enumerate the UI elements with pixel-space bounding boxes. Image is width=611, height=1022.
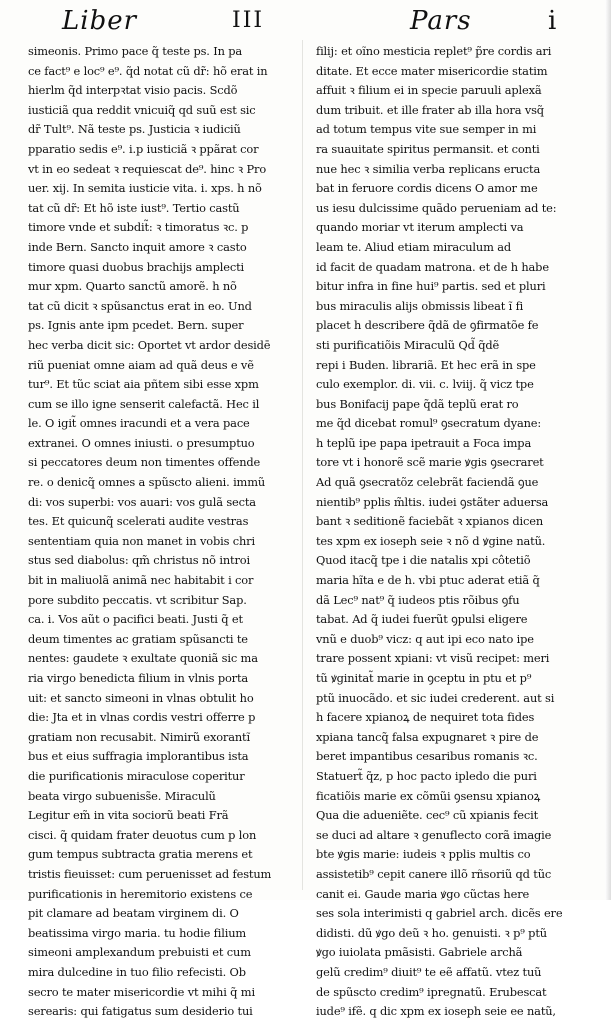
text-line: timore vnde et subdit̃: ꝛ timoratus ꝛc. p <box>28 220 249 235</box>
text-line: die: Jta et in vlnas cordis vestri offerre p <box>28 710 256 725</box>
text-line: bus Bonifacij pape q̃dã teplũ erat ro <box>316 396 519 411</box>
text-line: bit in maliuolã animã nec habitabit i cor <box>28 573 254 588</box>
text-line: xpiana tancq̃ falsa expugnaret ꝛ pire de <box>316 729 539 744</box>
text-line: ꝟgo iuiolata pmãsisti. Gabriele archã <box>316 945 523 960</box>
text-line: ptũ inuocãdo. et sic iudei crederent. aut si <box>316 690 555 705</box>
text-line: ca. i. Vos aũt o pacifici beati. Justi q̃ et <box>28 612 243 627</box>
text-line: di: vos superbi: vos auari: vos gulã secta <box>28 494 256 509</box>
text-line: pit clamare ad beatam virginem di. O <box>28 906 239 921</box>
text-line: extranei. O omnes iniusti. o presumptuo <box>28 435 255 450</box>
text-line: placet h describere q̃dã de ꝯfirmatõe fe <box>316 318 539 333</box>
text-line: simeoni amplexandum prebuisti et cum <box>28 945 251 960</box>
text-line: sententiam quia non manet in vobis chri <box>28 533 255 548</box>
text-line: stus sed diabolus: qm̃ christus nõ introi <box>28 553 250 568</box>
text-line: tore vt i honorẽ scẽ marie ꝟgis ꝯsecraret <box>316 455 544 470</box>
text-line: ses sola interimisti q gabriel arch. dicẽs ere <box>316 906 563 921</box>
text-line: tur⁹. Et tũc sciat aia pñtem sibi esse xpm <box>28 377 259 392</box>
text-line: trare possent xpiani: vt visũ recipet: meri <box>316 651 550 666</box>
text-column-left <box>28 42 290 1022</box>
text-line: de spũscto credim⁹ ipregnatũ. Erubescat <box>316 984 547 999</box>
text-line: gelũ credim⁹ diuit⁹ te eẽ affatũ. vtez tuũ <box>316 964 542 979</box>
text-line: riũ pueniat omne aiam ad quã deus e vẽ <box>28 357 254 372</box>
text-line: dum tribuit. et ille frater ab illa hora vsq̃ <box>316 102 544 117</box>
text-line: bte ꝟgis marie: iudeis ꝛ pplis multis co <box>316 847 531 862</box>
text-line: timore quasi duobus brachijs amplecti <box>28 259 244 274</box>
text-line: us iesu dulcissime quãdo perueniam ad te: <box>316 200 557 215</box>
text-line: tat cũ dicit ꝛ spũsanctus erat in eo. Und <box>28 298 252 313</box>
text-line: assistetib⁹ cepit canere illõ rñsoriũ qd tũc <box>316 866 552 881</box>
text-line: h facere xpianoꝝ de nequiret tota fides <box>316 710 535 725</box>
text-line: ria virgo benedicta filium in vlnis porta <box>28 671 249 685</box>
text-line: canit ei. Gaude maria ꝟgo cũctas here <box>316 886 530 901</box>
text-line: secro te mater misericordie vt mihi q̃ mi <box>28 984 255 999</box>
text-line: uit: et sancto simeoni in vlnas obtulit ho <box>28 690 254 705</box>
text-line: me q̃d dicebat romul⁹ ꝯsecratum dyane: <box>316 416 542 431</box>
text-line: mira dulcedine in tuo filio refecisti. Ob <box>28 964 246 979</box>
text-line: le. O igit̃ omnes iracundi et a vera pace <box>28 416 250 431</box>
text-line: quando moriar vt iterum amplecti va <box>316 220 524 235</box>
text-line: uer. xij. In semita iusticie vita. i. xps. h nõ <box>28 181 262 196</box>
page-edge-shadow <box>605 0 611 900</box>
text-line: beatissima virgo maria. tu hodie filium <box>28 925 247 940</box>
text-line: inde Bern. Sancto inquit amore ꝛ casto <box>28 239 247 254</box>
text-line: bus miraculis alijs obmissis libeat ĩ fi <box>316 298 524 313</box>
text-line: sti purificatiõis Miraculũ Qd̃ q̃dẽ <box>316 337 500 352</box>
text-line: ce fact⁹ e loc⁹ e⁹. q̃d notat cũ dr̃: hõ erat in <box>28 63 268 78</box>
text-line: gratiam non recusabit. Nimirũ exorantĩ <box>28 729 250 744</box>
text-line: Quod itacq̃ tpe i die natalis xpi côtetiõ <box>316 553 531 568</box>
text-line: nientib⁹ pplis m̃ltis. iudei ꝯstãter aduersa <box>316 494 549 509</box>
text-line: pore subdito peccatis. vt scribitur Sap. <box>28 592 247 607</box>
text-line: re. o denicq̃ omnes a spũscto alieni. immũ <box>28 475 266 490</box>
text-line: tes. Et quicunq̃ scelerati audite vestras <box>28 514 249 529</box>
text-line: dr̃ Tult⁹. Nã teste ps. Justicia ꝛ iudiciũ <box>28 122 241 137</box>
column-gutter <box>302 40 303 890</box>
header-part-number: i <box>548 6 557 36</box>
header-pars: Pars <box>410 6 472 36</box>
text-line: nentes: gaudete ꝛ exultate quoniã sic ma <box>28 651 258 666</box>
text-line: ditate. Et ecce mater misericordie statim <box>316 63 548 78</box>
text-line: vnũ e duob⁹ vicz: q aut ipi eco nato ipe <box>316 631 534 646</box>
text-line: tat cũ dr̃: Et hõ iste iust⁹. Tertio castũ <box>28 200 240 215</box>
text-line: bat in feruore cordis dicens O amor me <box>316 181 538 196</box>
text-line: repi i Buden. librariã. Et hec erã in spe <box>316 357 536 372</box>
text-line: purificationis in heremitorio existens ce <box>28 886 253 901</box>
text-line: hierlm q̃d interpꝛtat visio pacis. Scdõ <box>28 83 238 98</box>
text-line: bitur infra in fine hui⁹ partis. sed et pluri <box>316 279 546 294</box>
text-line: gum tempus subtracta gratia merens et <box>28 847 253 862</box>
text-line: tristis fieuisset: cum peruenisset ad festum <box>28 866 272 881</box>
text-line: tabat. Ad q̃ iudei fuerũt ꝯpulsi eligere <box>316 612 528 627</box>
text-line: dã Lec⁹ nat⁹ q̃ iudeos ptis rõibus ꝯfu <box>316 592 520 607</box>
text-line: ad totum tempus vite sue semper in mi <box>316 122 537 137</box>
text-line: vt in eo sedeat ꝛ requiescat de⁹. hinc ꝛ Pro <box>28 161 267 176</box>
text-line: affuit ꝛ filium ei in specie paruuli aplexã <box>316 83 542 98</box>
text-line: Statuert̃ q̃z, p hoc pacto ipledo die puri <box>316 768 537 783</box>
text-line: si peccatores deum non timentes offende <box>28 455 261 470</box>
text-line: beret impantibus cesaribus romanis ꝛc. <box>316 749 538 764</box>
text-line: ficatiõis marie ex cõmũi ꝯsensu xpianoꝝ <box>316 788 541 803</box>
text-line: deum timentes ac gratiam spũsancti te <box>28 631 248 646</box>
text-line: iusticiã qua reddit vnicuiq̃ qd suũ est sic <box>28 102 256 117</box>
text-column-right <box>316 42 598 1022</box>
running-header <box>0 4 611 38</box>
header-book-number: III <box>232 8 265 33</box>
text-line: Qua die adueniẽte. cec⁹ cũ xpianis fecit <box>316 808 538 823</box>
text-line: ra suauitate spiritus permansit. et conti <box>316 141 540 156</box>
text-line: bus et eius suffragia implorantibus ista <box>28 749 249 764</box>
text-line: didisti. dũ ꝟgo deũ ꝛ ho. genuisti. ꝛ p⁹ ptũ <box>316 925 547 940</box>
text-line: nue hec ꝛ similia verba replicans eructa <box>316 161 541 176</box>
text-line: maria hĩta e de h. vbi ptuc aderat etiã q̃ <box>316 573 540 588</box>
text-line: mur xpm. Quarto sanctũ amorẽ. h nõ <box>28 279 237 294</box>
text-line: die purificationis miraculose coperitur <box>28 768 245 783</box>
text-line: ps. Ignis ante ipm pcedet. Bern. super <box>28 318 244 333</box>
text-line: filij: et oĩno mesticia replet⁹ p̃re cordis ari <box>316 44 552 58</box>
text-line: beata virgo subueniss̃e. Miraculũ <box>28 788 216 803</box>
text-line: tes xpm ex ioseph seie ꝛ nõ d ꝟgine natũ. <box>316 533 546 548</box>
text-line: h teplũ ipe papa ipetrauit a Foca impa <box>316 435 532 450</box>
text-line: iude⁹ ifẽ. q dic xpm ex ioseph seie ee natũ, <box>316 1004 556 1019</box>
text-line: cisci. q̃ quidam frater deuotus cum p lon <box>28 827 257 842</box>
text-line: Legitur em̃ in vita sociorũ beati Frã <box>28 808 229 823</box>
text-line: Ad quã ꝯsecratõz celebrãt faciendã ꝯue <box>316 475 539 490</box>
text-line: serearis: qui fatigatus sum desiderio tui <box>28 1004 253 1019</box>
text-line: id facit de quadam matrona. et de h habe <box>316 259 549 274</box>
text-line: leam te. Aliud etiam miraculum ad <box>316 239 512 254</box>
text-line: cum se illo igne senserit calefactã. Hec il <box>28 396 260 411</box>
text-line: hec verba dicit sic: Oportet vt ardor desidē <box>28 337 271 352</box>
text-line: tũ ꝟginitat̃ marie in ꝯceptu in ptu et p⁹ <box>316 671 532 685</box>
text-line: culo exemplor. di. vii. c. lviij. q̃ vicz tpe <box>316 377 534 392</box>
text-line: bant ꝛ seditionẽ faciebãt ꝛ xpianos dicen <box>316 514 544 529</box>
text-line: simeonis. Primo pace q̃ teste ps. In pa <box>28 44 243 58</box>
text-line: se duci ad altare ꝛ genuflecto corã imagie <box>316 827 552 842</box>
header-liber: Liber <box>62 6 138 36</box>
text-line: pparatio sedis e⁹. i.p iusticiã ꝛ ppãrat cor <box>28 141 259 156</box>
